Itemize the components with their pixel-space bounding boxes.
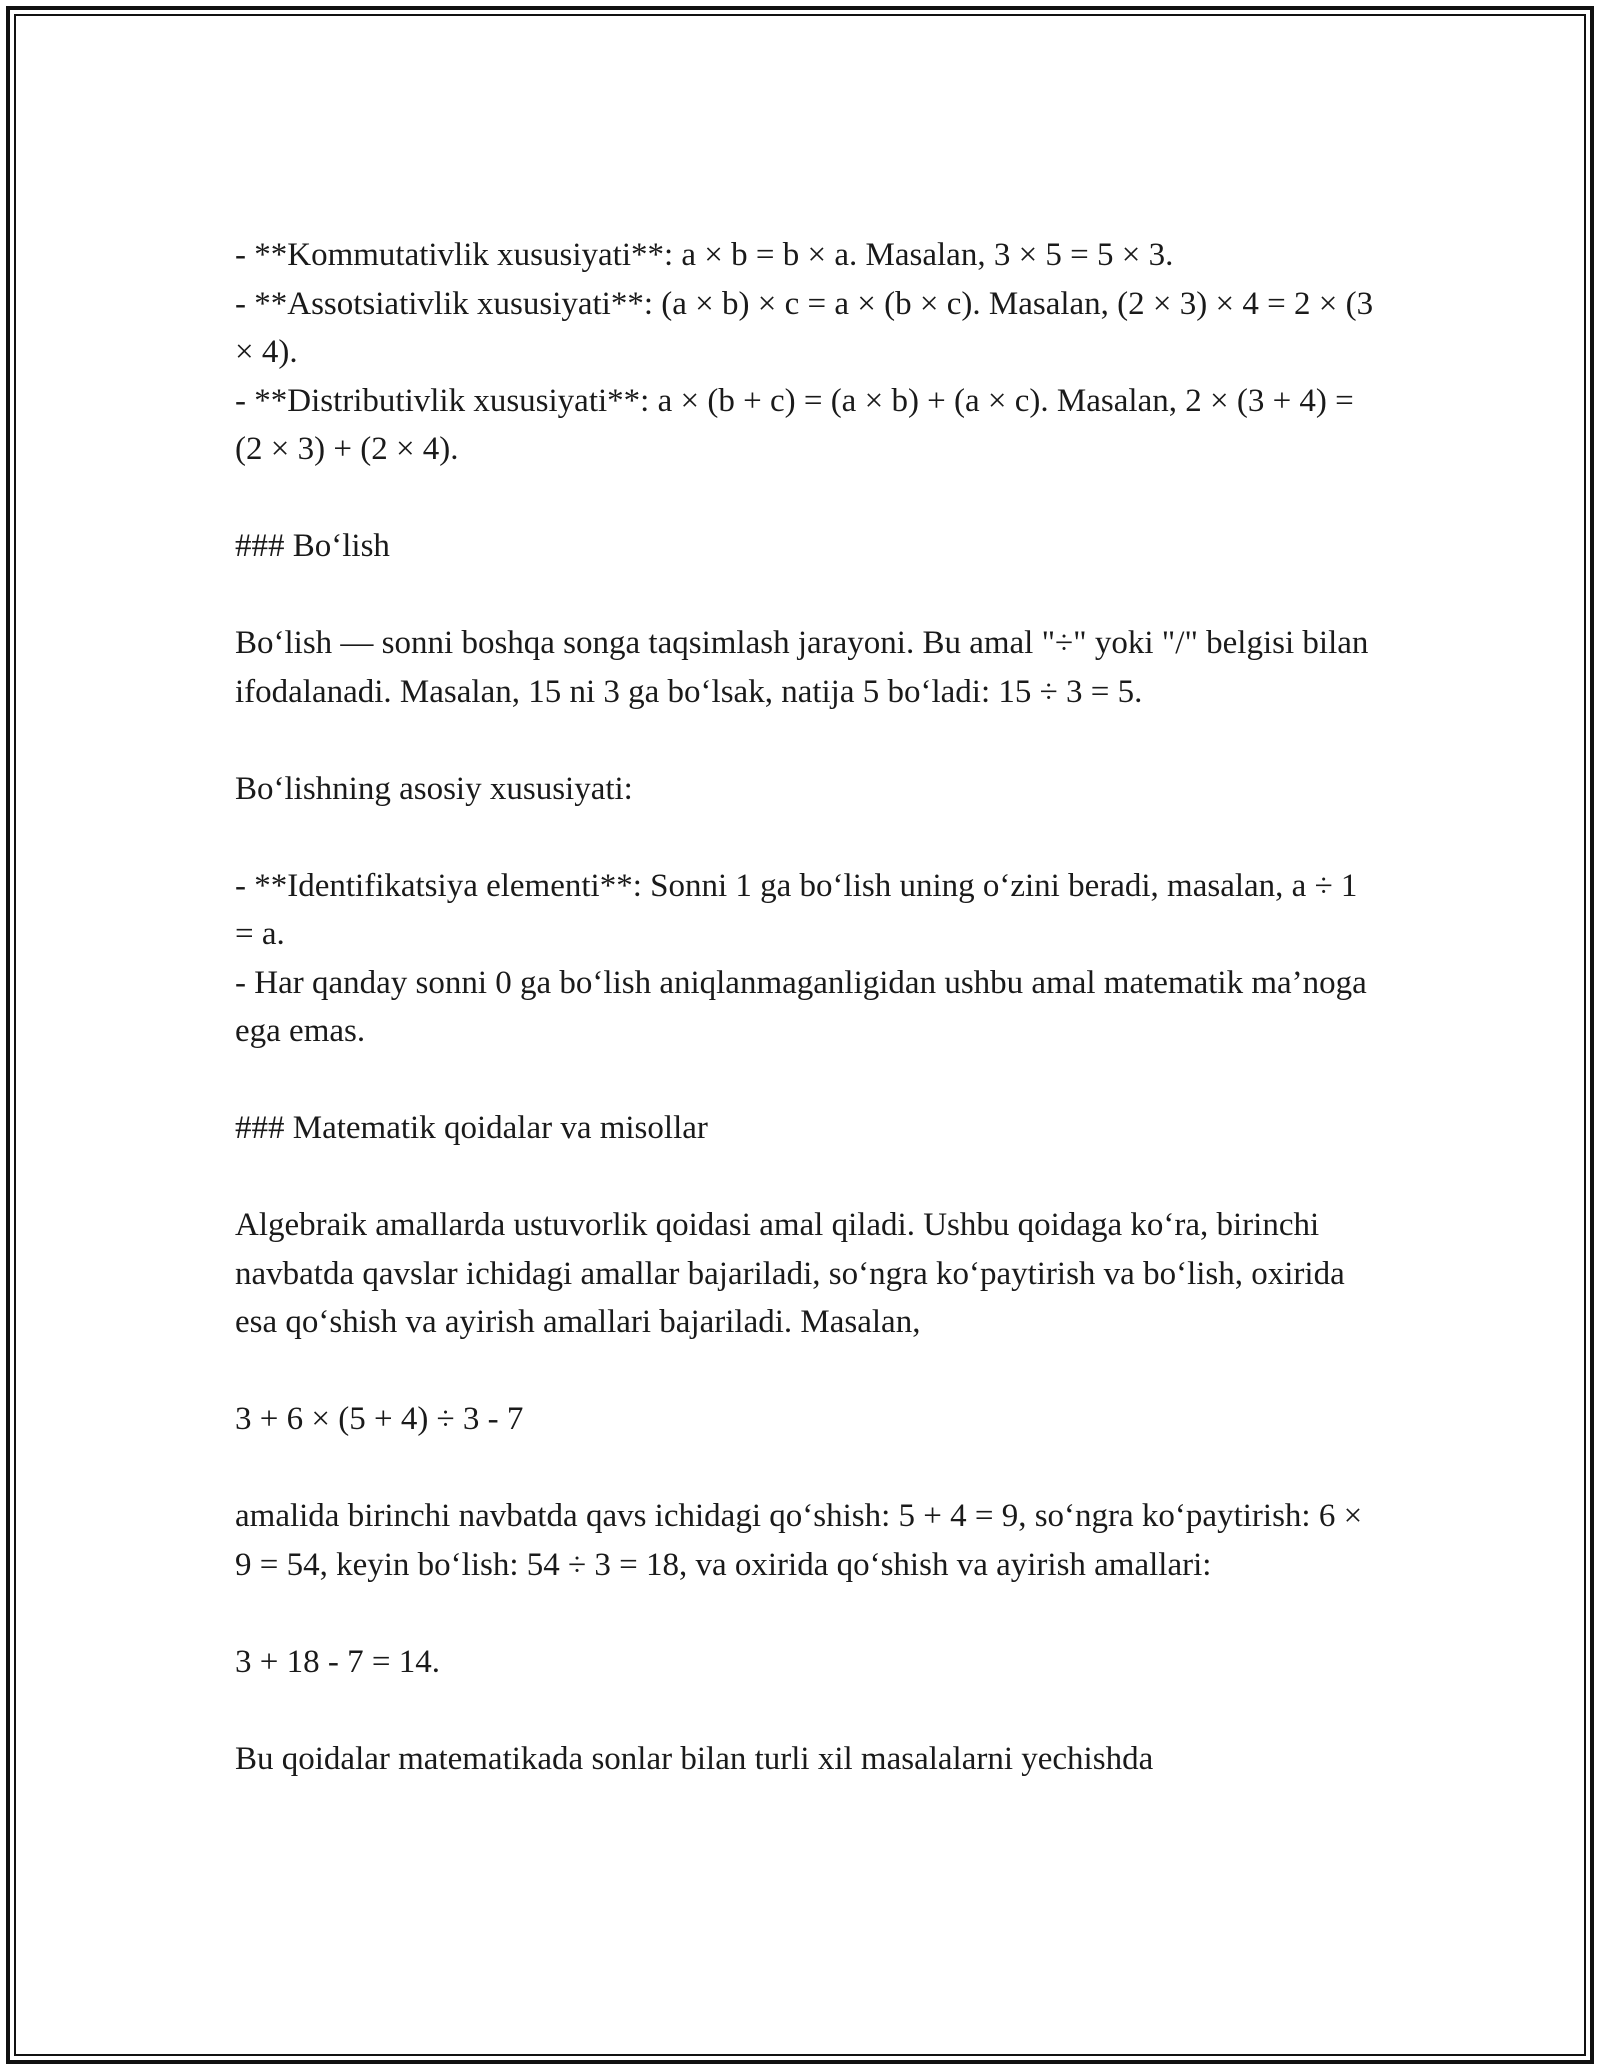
heading-division: ### Bo‘lish	[235, 528, 390, 564]
paragraph-order-of-operations: Algebraik amallarda ustuvorlik qoidasi amal qiladi. Ushbu qoidaga ko‘ra, birinchi navbatda qavslar ichidagi amallar bajariladi, so‘ngra ko‘paytirish va bo‘lish, oxirida esa qo‘shish va ayirish amallari bajariladi. Masalan,	[235, 1207, 1345, 1340]
paragraph-division-property-intro: Bo‘lishning asosiy xususiyati:	[235, 770, 633, 807]
list-item-division-by-zero: - Har qanday sonni 0 ga bo‘lish aniqlanmaganligidan ushbu amal matematik ma’noga ega emas.	[235, 964, 1367, 1049]
paragraph-gap	[235, 716, 1375, 765]
paragraph-gap	[235, 1589, 1375, 1638]
paragraph-gap	[235, 1347, 1375, 1396]
paragraph-division-definition: Bo‘lish — sonni boshqa songa taqsimlash jarayoni. Bu amal "÷" yoki "/" belgisi bilan ifodalanadi. Masalan, 15 ni 3 ga bo‘lsak, natija 5 bo‘ladi: 15 ÷ 3 = 5.	[235, 625, 1369, 710]
paragraph-gap	[235, 474, 1375, 523]
expression-example: 3 + 6 × (5 + 4) ÷ 3 - 7	[235, 1401, 524, 1437]
paragraph-gap	[235, 1444, 1375, 1493]
paragraph-gap	[235, 1056, 1375, 1105]
list-item-distributive: - **Distributivlik xususiyati**: a × (b + c) = (a × b) + (a × c). Masalan, 2 × (3 + 4) = (2 × 3) + (2 × 4).	[235, 382, 1354, 467]
list-item-associative: - **Assotsiativlik xususiyati**: (a × b) × c = a × (b × c). Masalan, (2 × 3) × 4 = 2 × (3 × 4).	[235, 285, 1374, 370]
heading-rules-examples: ### Matematik qoidalar va misollar	[235, 1110, 708, 1146]
paragraph-gap	[235, 1686, 1375, 1735]
paragraph-example-steps: amalida birinchi navbatda qavs ichidagi qo‘shish: 5 + 4 = 9, so‘ngra ko‘paytirish: 6 × 9 = 54, keyin bo‘lish: 54 ÷ 3 = 18, va oxirida qo‘shish va ayirish amallari:	[235, 1498, 1363, 1583]
paragraph-gap	[235, 571, 1375, 620]
paragraph-gap	[235, 813, 1375, 862]
list-item-commutative: - **Kommutativlik xususiyati**: a × b = b × a. Masalan, 3 × 5 = 5 × 3.	[235, 237, 1174, 273]
expression-result: 3 + 18 - 7 = 14.	[235, 1643, 440, 1680]
document-body	[235, 231, 1375, 1783]
paragraph-gap	[235, 1153, 1375, 1202]
paragraph-conclusion: Bu qoidalar matematikada sonlar bilan turli xil masalalarni yechishda	[235, 1740, 1154, 1777]
list-item-identity: - **Identifikatsiya elementi**: Sonni 1 ga bo‘lish uning o‘zini beradi, masalan, a ÷ 1 = a.	[235, 867, 1358, 952]
